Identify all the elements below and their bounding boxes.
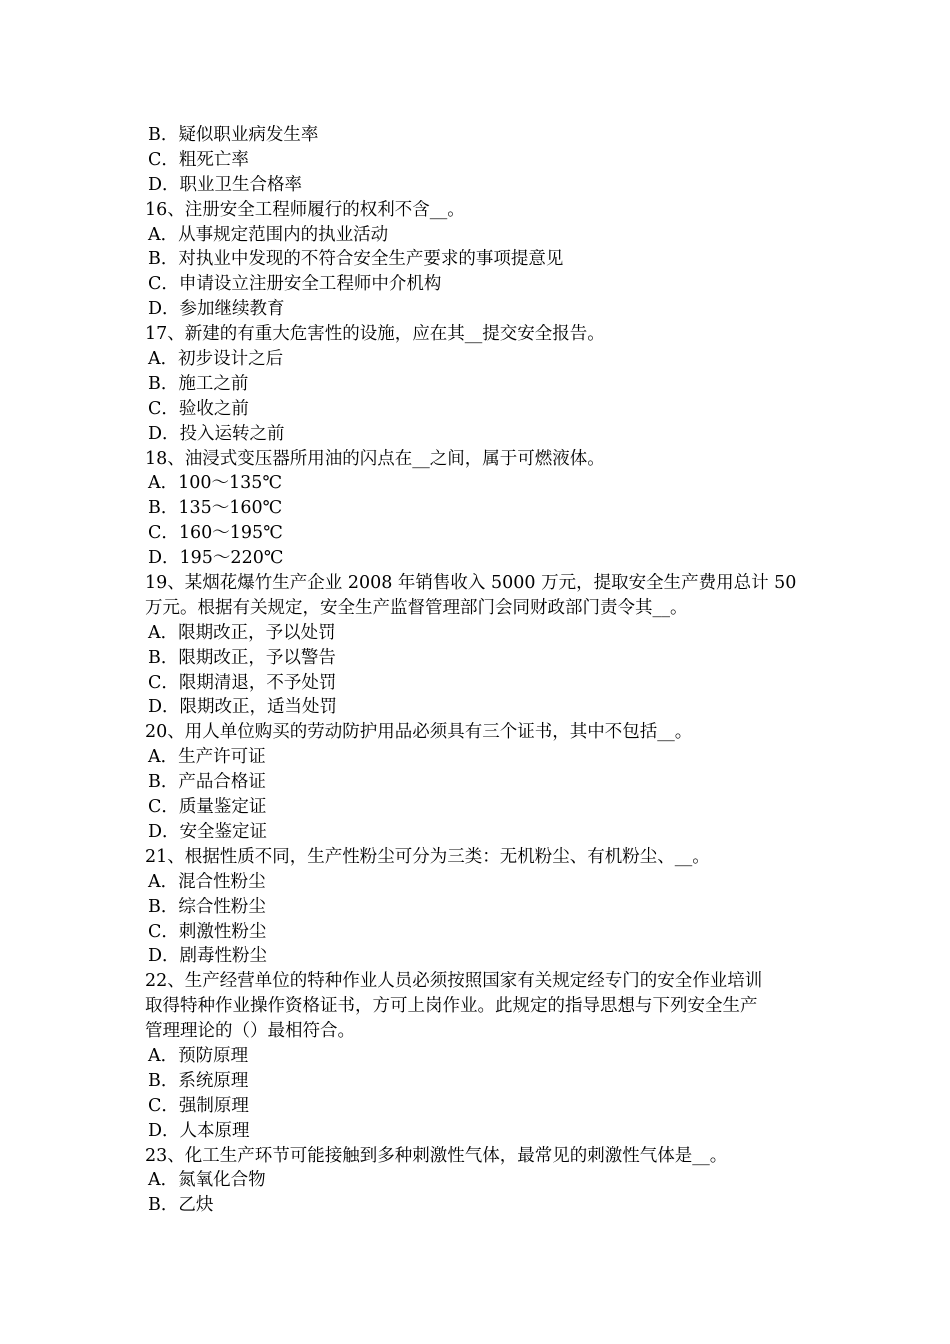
answer-option-line: A．混合性粉尘 <box>148 871 266 892</box>
answer-option-line: C．粗死亡率 <box>148 149 249 170</box>
answer-option-line: A．限期改正，予以处罚 <box>148 622 336 643</box>
answer-option-line: A．氮氧化合物 <box>148 1170 266 1191</box>
answer-option-line: B．产品合格证 <box>148 772 266 793</box>
answer-option-line: C．强制原理 <box>148 1095 249 1116</box>
answer-option-line: A．初步设计之后 <box>148 349 284 370</box>
answer-option-line: B．系统原理 <box>148 1070 249 1091</box>
answer-option-line: D．剧毒性粉尘 <box>148 946 268 967</box>
answer-option-line: C．限期清退，不予处罚 <box>148 672 337 693</box>
answer-option-line: B．对执业中发现的不符合安全生产要求的事项提意见 <box>148 249 564 270</box>
answer-option-line: D．人本原理 <box>148 1120 250 1141</box>
answer-option-line: C．质量鉴定证 <box>148 797 267 818</box>
answer-option-line: C．160～195℃ <box>148 523 283 544</box>
answer-option-line: D．限期改正，适当处罚 <box>148 697 338 718</box>
answer-option-line: D．投入运转之前 <box>148 423 285 444</box>
answer-option-line: D．职业卫生合格率 <box>148 174 303 195</box>
question-text-line: 22、生产经营单位的特种作业人员必须按照国家有关规定经专门的安全作业培训 <box>145 971 763 992</box>
answer-option-line: B．135～160℃ <box>148 498 283 519</box>
answer-option-line: C．申请设立注册安全工程师中介机构 <box>148 274 442 295</box>
question-text-line: 19、某烟花爆竹生产企业 2008 年销售收入 5000 万元，提取安全生产费用总计 50 <box>145 573 797 594</box>
answer-option-line: C．刺激性粉尘 <box>148 921 267 942</box>
answer-option-line: B．限期改正，予以警告 <box>148 647 336 668</box>
answer-option-line: A．从事规定范围内的执业活动 <box>148 224 389 245</box>
question-text-line: 21、根据性质不同，生产性粉尘可分为三类：无机粉尘、有机粉尘、__。 <box>145 846 710 867</box>
answer-option-line: D．195～220℃ <box>148 548 284 569</box>
answer-option-line: B．疑似职业病发生率 <box>148 125 319 145</box>
answer-option-line: A．生产许可证 <box>148 747 266 768</box>
answer-option-line: B．施工之前 <box>148 373 249 394</box>
question-text-line: 16、注册安全工程师履行的权利不含__。 <box>145 199 465 220</box>
answer-option-line: B．综合性粉尘 <box>148 896 266 917</box>
answer-option-line: B．乙炔 <box>148 1195 214 1216</box>
answer-option-line: A．100～135℃ <box>148 473 283 494</box>
answer-option-line: C．验收之前 <box>148 398 249 419</box>
question-text-line: 17、新建的有重大危害性的设施，应在其__提交安全报告。 <box>145 324 605 345</box>
answer-option-line: D．参加继续教育 <box>148 299 285 320</box>
answer-option-line: D．安全鉴定证 <box>148 821 268 842</box>
answer-option-line: A．预防原理 <box>148 1045 249 1066</box>
question-text-line: 23、化工生产环节可能接触到多种刺激性气体，最常见的刺激性气体是__。 <box>145 1145 728 1166</box>
question-text-line: 18、油浸式变压器所用油的闪点在__之间，属于可燃液体。 <box>145 448 605 469</box>
question-text-line: 取得特种作业操作资格证书，方可上岗作业。此规定的指导思想与下列安全生产 <box>145 996 758 1017</box>
question-text-line: 万元。根据有关规定，安全生产监督管理部门会同财政部门责令其__。 <box>145 597 688 618</box>
question-text-line: 20、用人单位购买的劳动防护用品必须具有三个证书，其中不包括__。 <box>145 722 693 743</box>
question-text-line: 管理理论的（）最相符合。 <box>145 1021 355 1042</box>
exam-question-list <box>145 123 815 1218</box>
